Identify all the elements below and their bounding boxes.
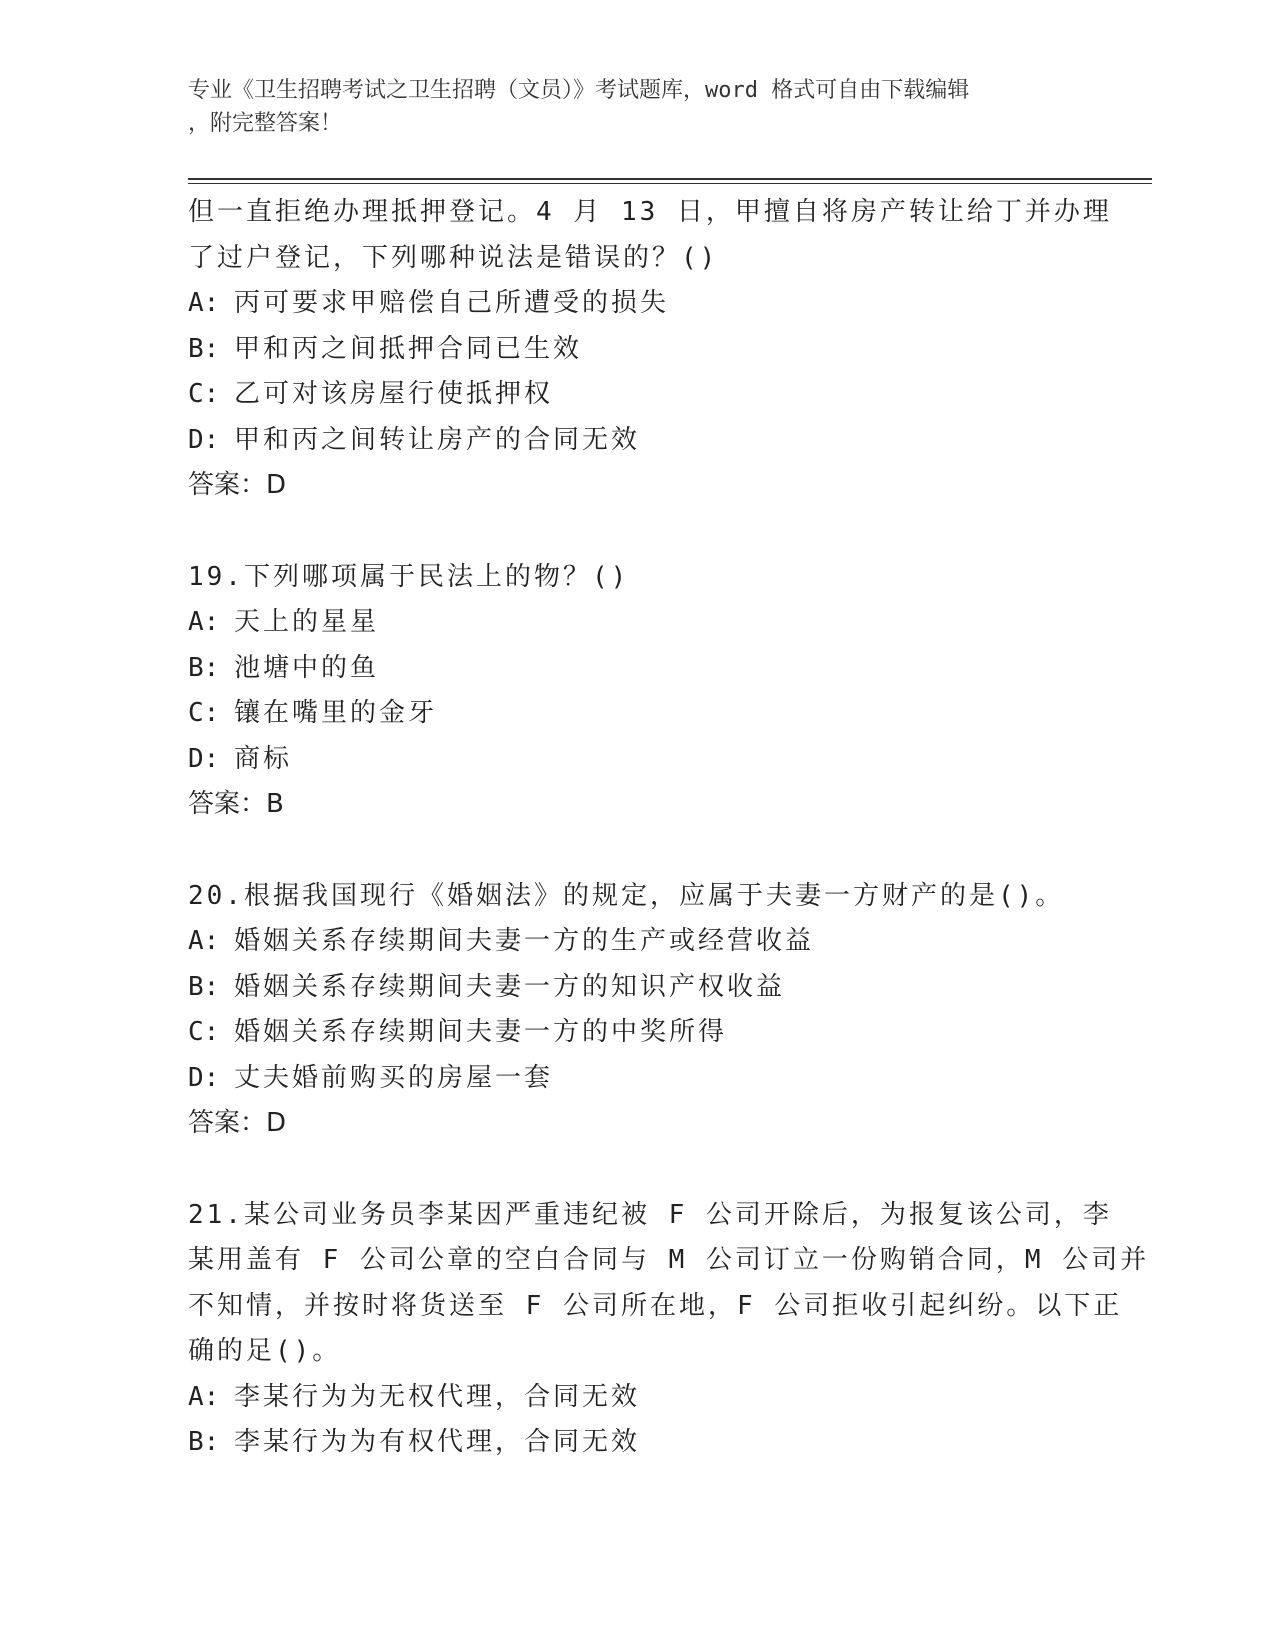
option-text: 丈夫婚前购买的房屋一套 xyxy=(234,1062,554,1093)
option-letter: B: xyxy=(188,652,220,683)
option-b xyxy=(188,1420,1088,1466)
question-stem-line: 但一直拒绝办理抵押登记。4 月 13 日，甲擅自将房产转让给丁并办理 xyxy=(188,197,1112,227)
question-stem-line: 19.下列哪项属于民法上的物？() xyxy=(188,561,630,592)
option-text: 婚姻关系存续期间夫妻一方的中奖所得 xyxy=(234,1017,728,1047)
option-letter: C: xyxy=(188,379,220,409)
option-letter: B: xyxy=(188,971,220,1002)
option-c xyxy=(188,372,1088,418)
option-b xyxy=(188,327,1088,373)
option-text: 甲和丙之间转让房产的合同无效 xyxy=(234,424,641,455)
question-stem-line: 了过户登记，下列哪种说法是错误的？() xyxy=(188,242,719,273)
option-letter: D: xyxy=(188,1062,220,1093)
option-letter: C: xyxy=(188,698,220,728)
option-d xyxy=(188,418,1088,464)
header-line-2: ，附完整答案！ xyxy=(188,111,343,136)
option-text: 婚姻关系存续期间夫妻一方的知识产权收益 xyxy=(234,971,786,1002)
option-c xyxy=(188,691,1088,737)
option-c xyxy=(188,1010,1088,1056)
question-21 xyxy=(188,1193,1150,1466)
option-d xyxy=(188,1056,1088,1102)
option-a xyxy=(188,919,1088,965)
question-20 xyxy=(188,874,1088,1147)
option-letter: D: xyxy=(188,424,220,455)
option-letter: B: xyxy=(188,333,220,364)
option-text: 丙可要求甲赔偿自己所遭受的损失 xyxy=(234,288,670,318)
option-a xyxy=(188,600,1088,646)
question-stem-line: 确的足()。 xyxy=(188,1336,342,1366)
header-rule-thin xyxy=(188,183,1152,184)
answer: 答案：B xyxy=(188,789,284,819)
option-letter: D: xyxy=(188,743,220,774)
answer: 答案：D xyxy=(188,470,287,500)
option-a xyxy=(188,1375,1088,1421)
option-letter: A: xyxy=(188,1381,220,1412)
option-text: 镶在嘴里的金牙 xyxy=(234,698,438,728)
option-b xyxy=(188,646,1088,692)
option-letter: A: xyxy=(188,607,220,637)
question-18 xyxy=(188,190,1112,509)
option-text: 乙可对该房屋行使抵押权 xyxy=(234,379,554,409)
option-letter: A: xyxy=(188,288,220,318)
question-19 xyxy=(188,555,1088,828)
question-stem-line: 21.某公司业务员李某因严重违纪被 F 公司开除后，为报复该公司，李 xyxy=(188,1199,1112,1230)
question-stem-line: 某用盖有 F 公司公章的空白合同与 M 公司订立一份购销合同，M 公司并 xyxy=(188,1245,1150,1275)
question-stem-line: 不知情，并按时将货送至 F 公司所在地，F 公司拒收引起纠纷。以下正 xyxy=(188,1290,1123,1321)
document-header xyxy=(188,74,1068,140)
option-letter: A: xyxy=(188,926,220,956)
option-letter: B: xyxy=(188,1427,220,1457)
option-text: 天上的星星 xyxy=(234,607,380,637)
question-list xyxy=(188,190,1150,1466)
option-d xyxy=(188,737,1088,783)
option-letter: C: xyxy=(188,1017,220,1047)
header-line-1: 专业《卫生招聘考试之卫生招聘（文员）》考试题库，word 格式可自由下载编辑 xyxy=(188,78,970,103)
question-stem-line: 20.根据我国现行《婚姻法》的规定，应属于夫妻一方财产的是()。 xyxy=(188,880,1065,911)
option-text: 池塘中的鱼 xyxy=(234,652,380,683)
option-text: 商标 xyxy=(234,743,293,774)
option-b xyxy=(188,965,1088,1011)
option-text: 李某行为为无权代理，合同无效 xyxy=(234,1381,641,1412)
answer: 答案：D xyxy=(188,1108,287,1138)
option-text: 李某行为为有权代理，合同无效 xyxy=(234,1427,641,1457)
option-text: 甲和丙之间抵押合同已生效 xyxy=(234,333,583,364)
option-text: 婚姻关系存续期间夫妻一方的生产或经营收益 xyxy=(234,926,815,956)
header-rule-thick xyxy=(188,178,1152,180)
option-a xyxy=(188,281,1088,327)
